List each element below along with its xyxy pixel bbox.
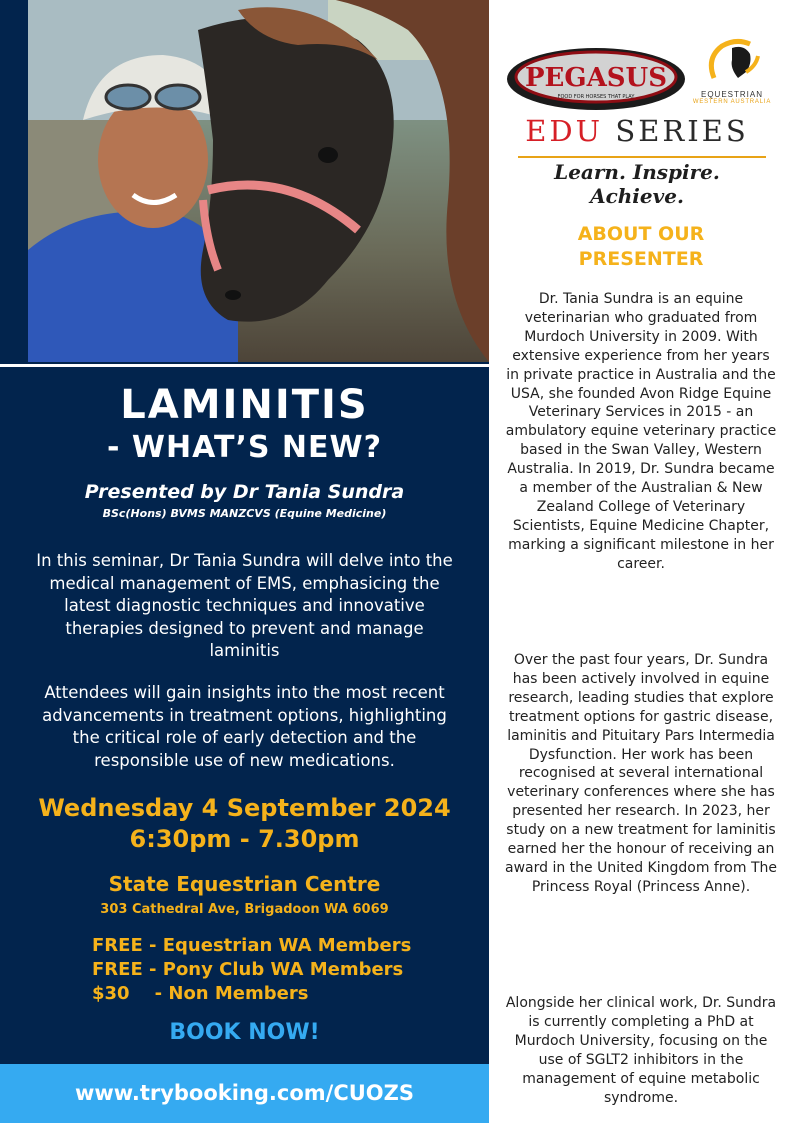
event-venue: State Equestrian Centre bbox=[108, 872, 381, 896]
equestrian-wa-logo bbox=[690, 38, 774, 105]
presenter-qualifications: BSc(Hons) BVMS MANZCVS (Equine Medicine) bbox=[102, 507, 387, 520]
edu-series-title bbox=[505, 114, 769, 148]
pegasus-logo bbox=[505, 46, 687, 116]
event-date: Wednesday 4 September 2024 bbox=[38, 794, 451, 822]
price-item: FREE - Pony Club WA Members bbox=[92, 959, 404, 980]
price-item: $30 - Non Members bbox=[92, 983, 309, 1004]
edu-word: EDU bbox=[525, 114, 604, 148]
presenter-photo bbox=[28, 0, 489, 362]
event-title: LAMINITIS bbox=[120, 382, 369, 428]
series-word: SERIES bbox=[615, 114, 749, 148]
price-item: FREE - Equestrian WA Members bbox=[92, 935, 412, 956]
pegasus-logo-text: PEGASUS bbox=[525, 63, 667, 93]
booking-url-link[interactable]: www.trybooking.com/CUOZS bbox=[0, 1064, 489, 1123]
edu-series-underline bbox=[518, 156, 766, 158]
about-paragraph-1: Dr. Tania Sundra is an equine veterinarian who graduated from Murdoch University in 2009. With extensive experience from her years in private practice in Australia and the USA, she founded Avon Ridge Equine Veterinary Services in 2015 - an ambulatory equine veterinary practice based in the Swan Valley, Western Australia. In 2019, Dr. Sundra became a member of the Australian & New Zealand College of Veterinary Scientists, Equine Medicine Chapter, marking a significant milestone in her career. bbox=[505, 291, 777, 572]
event-subtitle: - WHAT’S NEW? bbox=[107, 430, 382, 465]
ewa-logo-line1: EQUESTRIAN bbox=[700, 90, 763, 99]
event-address: 303 Cathedral Ave, Brigadoon WA 6069 bbox=[100, 902, 389, 917]
event-description-2: Attendees will gain insights into the most recent advancements in treatment options, highlighting the critical role of early detection and the responsible use of new medications. bbox=[42, 683, 447, 770]
pegasus-logo-tagline: FOOD FOR HORSES THAT PLAY bbox=[557, 94, 635, 100]
about-heading bbox=[505, 222, 777, 272]
presenter-line: Presented by Dr Tania Sundra bbox=[84, 481, 405, 503]
about-paragraph-2: Over the past four years, Dr. Sundra has been actively involved in equine research, leading studies that explore treatment options for gastric disease, laminitis and Pituitary Pars Intermedia Dysfunction. Her work has been recognised at several international veterinary conferences where she has presented her research. In 2023, her study on a new treatment for laminitis earned her the honour of receiving an award in the United Kingdom from The Princess Royal (Princess Anne). bbox=[505, 652, 777, 895]
horse-head-icon bbox=[702, 38, 762, 84]
about-heading-line2: PRESENTER bbox=[578, 248, 704, 270]
event-description-1: In this seminar, Dr Tania Sundra will delve into the medical management of EMS, emphasicing the latest diagnostic techniques and innovative therapies designed to prevent and manage laminitis bbox=[36, 551, 453, 660]
series-tagline: Learn. Inspire. Achieve. bbox=[554, 160, 720, 208]
about-paragraph-3: Alongside her clinical work, Dr. Sundra is currently completing a PhD at Murdoch University, focusing on the use of SGLT2 inhibitors in the management of equine metabolic syndrome. bbox=[505, 995, 777, 1106]
book-now-label: BOOK NOW! bbox=[169, 1020, 320, 1045]
event-time: 6:30pm - 7.30pm bbox=[129, 825, 360, 853]
photo-divider bbox=[0, 364, 489, 367]
ewa-logo-line2: WESTERN AUSTRALIA bbox=[692, 99, 772, 105]
about-heading-line1: ABOUT OUR bbox=[577, 223, 705, 245]
